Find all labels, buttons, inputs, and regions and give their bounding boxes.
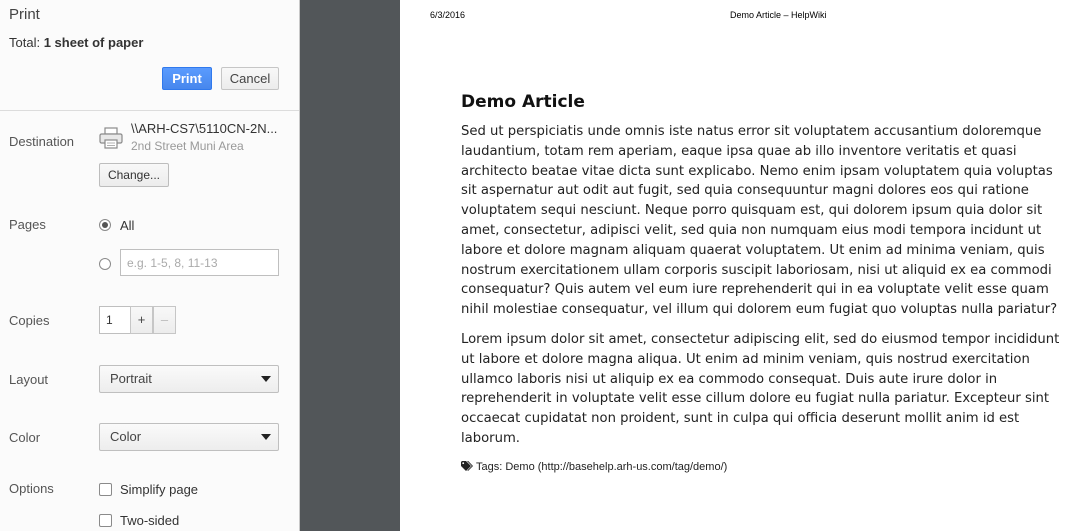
color-select[interactable]: [99, 423, 279, 451]
pages-label: Pages: [9, 217, 46, 232]
article-title: Demo Article: [461, 92, 585, 112]
change-destination-button[interactable]: Change...: [99, 163, 169, 187]
simplify-page-checkbox[interactable]: [99, 483, 112, 496]
total-sheets: [9, 35, 143, 50]
tag-icon: [461, 461, 473, 471]
article-paragraph-2: Lorem ipsum dolor sit amet, consectetur adipiscing elit, sed do eiusmod tempor incididunt ut labore et dolore magna aliqua. Ut enim ad minim veniam, quis nostrud exercitation ullamco laboris nisi ut aliquip ex ea commodo consequat. Duis aute irure dolor in reprehenderit in voluptate velit esse cillum dolore eu fugiat nulla pariatur. Excepteur sint occaecat cupidatat non proident, sunt in culpa qui officia deserunt mollit anim id est laborum.: [461, 332, 1060, 446]
cancel-button[interactable]: Cancel: [221, 67, 279, 90]
preview-header-title: Demo Article – HelpWiki: [730, 10, 827, 20]
copies-input[interactable]: [99, 306, 131, 334]
print-button[interactable]: Print: [162, 67, 212, 90]
options-label: Options: [9, 481, 54, 496]
pages-range-input[interactable]: [120, 249, 279, 276]
two-sided-checkbox[interactable]: [99, 514, 112, 527]
header-divider: [0, 110, 299, 111]
chevron-down-icon: [261, 434, 271, 440]
simplify-page-label[interactable]: Simplify page: [120, 482, 199, 497]
color-selected-value: Color: [110, 429, 142, 444]
pages-all-label: All: [120, 218, 135, 233]
article-tags: [461, 461, 727, 473]
tags-text: Tags: Demo (http://basehelp.arh-us.com/tag/demo/): [476, 461, 728, 473]
article-paragraph-1: Sed ut perspiciatis unde omnis iste natus error sit voluptatem accusantium doloremque laudantium, totam rem aperiam, eaque ipsa quae ab illo inventore veritatis et quasi architecto beatae vitae dicta sunt explicabo. Nemo enim ipsam voluptatem quia voluptas sit aspernatur aut odit aut fugit, sed quia consequuntur magni dolores eos qui ratione voluptatem sequi nesciunt. Neque porro quisquam est, qui dolorem ipsum quia dolor sit amet, consectetur, adipisci velit, sed quia non numquam eius modi tempora incidunt ut labore et dolore magnam aliquam quaerat voluptatem. Ut enim ad minima veniam, quis nostrum exercitationem ullam corporis suscipit laboriosam, nisi ut aliquid ex ea commodi consequatur? Quis autem vel eum iure reprehenderit qui in ea voluptate velit esse quam nihil molestiae consequatur, vel illum qui dolorem eum fugiat quo voluptas nulla pariatur?: [461, 124, 1058, 318]
chevron-down-icon: [261, 376, 271, 382]
destination-label: Destination: [9, 134, 75, 149]
total-value: 1 sheet of paper: [43, 35, 144, 50]
color-label: Color: [9, 430, 41, 445]
printer-name: \\ARH-CS7\5110CN-2N...: [131, 121, 278, 136]
pages-custom-radio[interactable]: [99, 258, 111, 270]
pages-all-radio[interactable]: [99, 219, 111, 231]
layout-selected-value: Portrait: [110, 371, 152, 386]
print-preview-page: [400, 0, 1074, 531]
two-sided-label[interactable]: Two-sided: [120, 513, 180, 528]
preview-header-date: 6/3/2016: [430, 10, 466, 20]
print-settings-panel: [0, 0, 300, 531]
printer-icon: [99, 127, 123, 149]
copies-label: Copies: [9, 313, 50, 328]
layout-label: Layout: [9, 372, 49, 387]
total-label: Total:: [9, 35, 41, 50]
dialog-title: Print: [9, 6, 40, 23]
copies-decrement-button[interactable]: –: [153, 306, 176, 334]
printer-location: 2nd Street Muni Area: [131, 139, 244, 153]
copies-increment-button[interactable]: +: [130, 306, 153, 334]
layout-select[interactable]: [99, 365, 279, 393]
